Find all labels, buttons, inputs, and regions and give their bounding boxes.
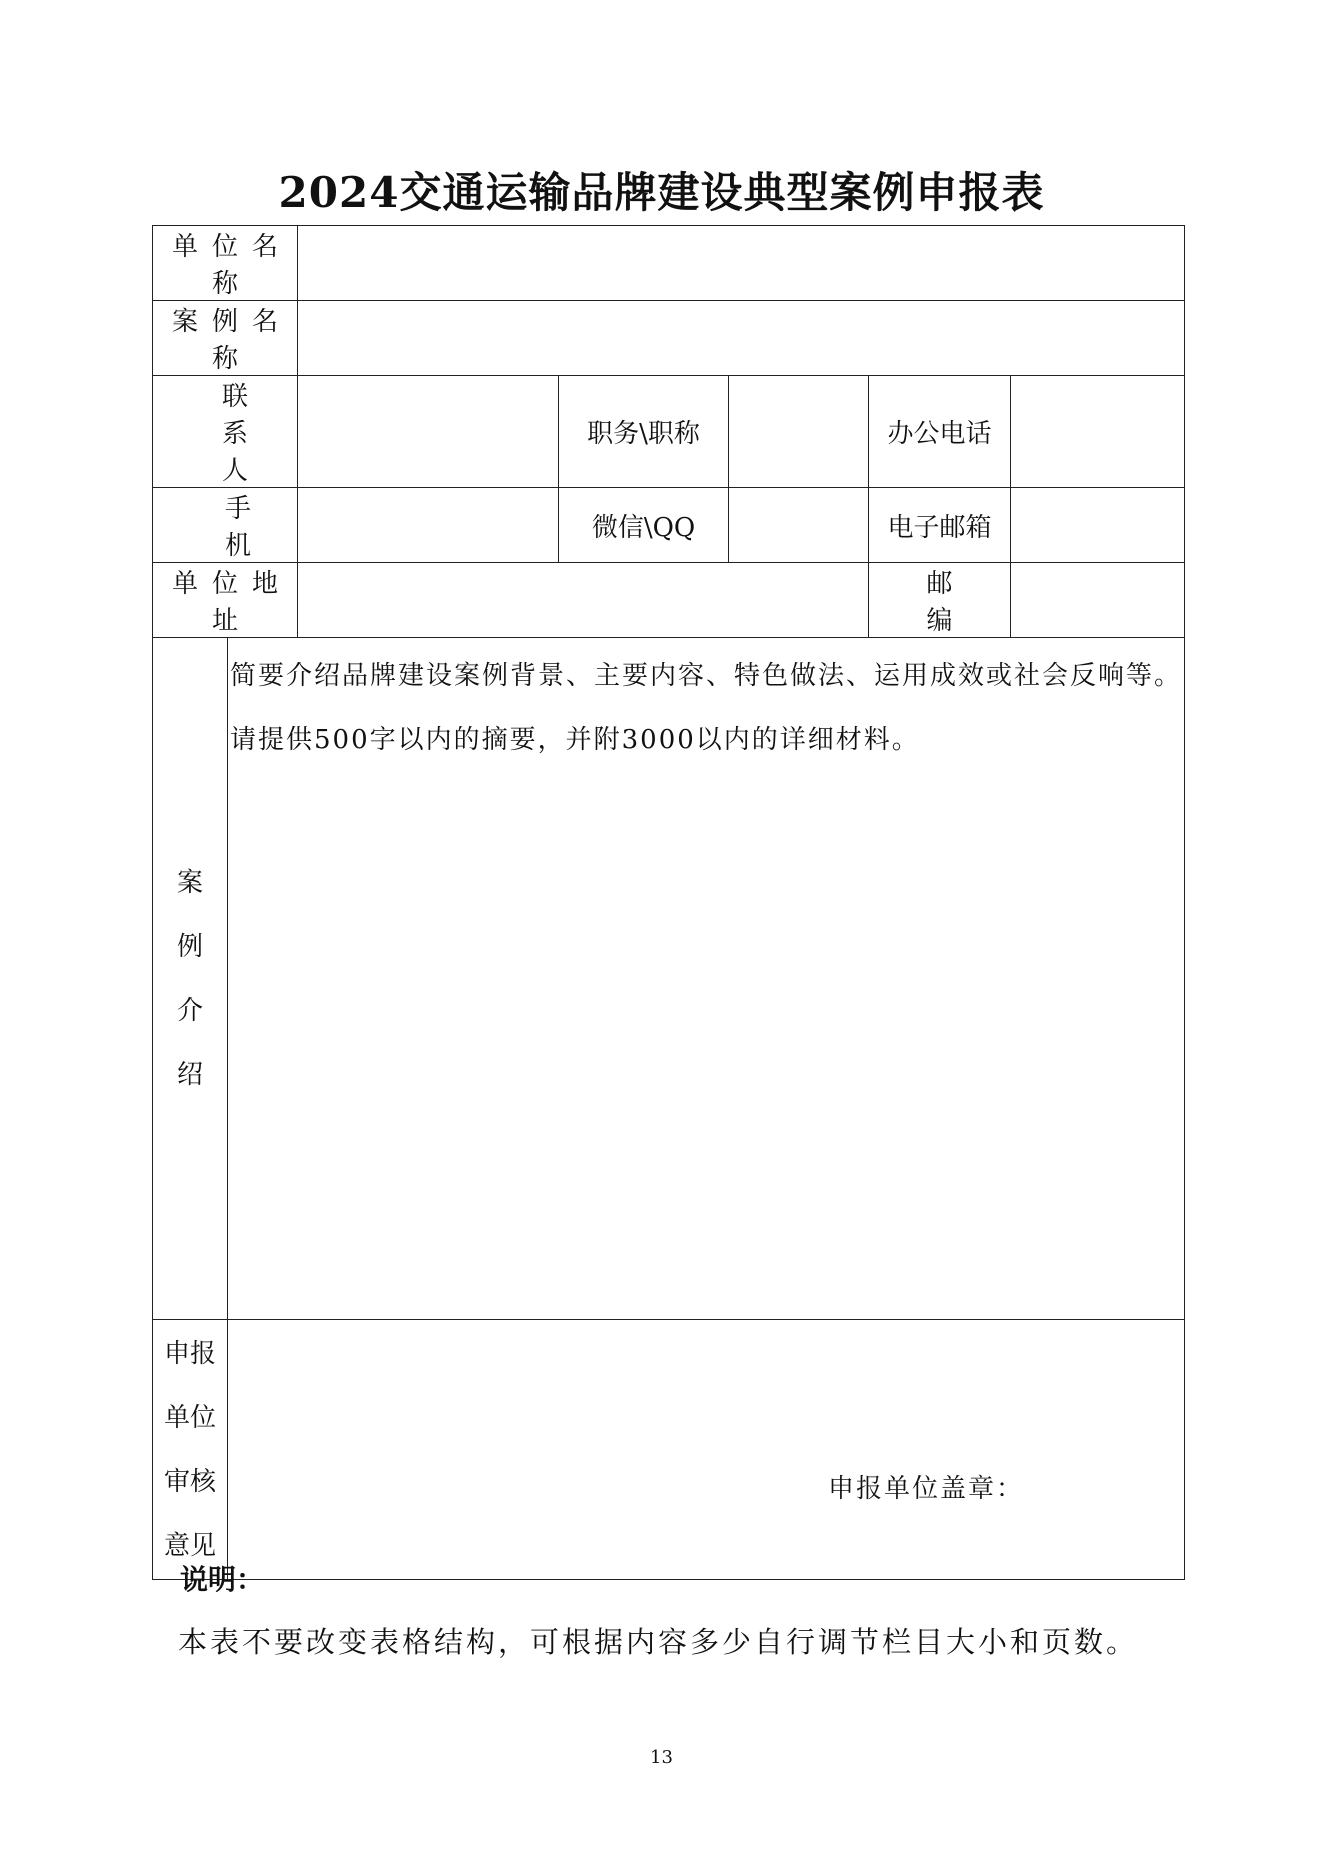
address-field[interactable] bbox=[298, 563, 869, 638]
case-intro-field[interactable] bbox=[228, 638, 1185, 1320]
review-opinion-label: 申报 单位 审核 意见 bbox=[153, 1320, 228, 1580]
postcode-label: 邮编 bbox=[869, 563, 1011, 638]
case-intro-instructions: 简要介绍品牌建设案例背景、主要内容、特色做法、运用成效或社会反响等。请提供500字以内的摘要，并附3000以内的详细材料。 bbox=[230, 661, 1183, 755]
position-label: 职务\职称 bbox=[559, 376, 729, 488]
note-body: 本表不要改变表格结构，可根据内容多少自行调节栏目大小和页数。 bbox=[178, 1625, 1139, 1659]
review-opinion-field[interactable] bbox=[228, 1320, 1185, 1580]
form-title: 2024交通运输品牌建设典型案例申报表 bbox=[278, 168, 1045, 217]
unit-name-field[interactable] bbox=[298, 226, 1185, 301]
address-label: 单位地址 bbox=[153, 563, 298, 638]
postcode-field[interactable] bbox=[1011, 563, 1185, 638]
contact-field[interactable] bbox=[298, 376, 559, 488]
mobile-label: 手机 bbox=[153, 488, 298, 563]
page-number: 13 bbox=[650, 1747, 673, 1768]
email-label: 电子邮箱 bbox=[869, 488, 1011, 563]
wechat-qq-field[interactable] bbox=[729, 488, 869, 563]
seal-label: 申报单位盖章： bbox=[828, 1474, 1025, 1504]
case-intro-label: 案 例 介 绍 bbox=[153, 638, 228, 1320]
office-phone-label: 办公电话 bbox=[869, 376, 1011, 488]
mobile-field[interactable] bbox=[298, 488, 559, 563]
office-phone-field[interactable] bbox=[1011, 376, 1185, 488]
case-name-field[interactable] bbox=[298, 301, 1185, 376]
note-heading: 说明： bbox=[180, 1563, 265, 1596]
application-form-table bbox=[152, 225, 1185, 1580]
position-field[interactable] bbox=[729, 376, 869, 488]
email-field[interactable] bbox=[1011, 488, 1185, 563]
unit-name-label: 单位名称 bbox=[153, 226, 298, 301]
case-name-label: 案例名称 bbox=[153, 301, 298, 376]
contact-label: 联系人 bbox=[153, 376, 298, 488]
wechat-qq-label: 微信\QQ bbox=[559, 488, 729, 563]
